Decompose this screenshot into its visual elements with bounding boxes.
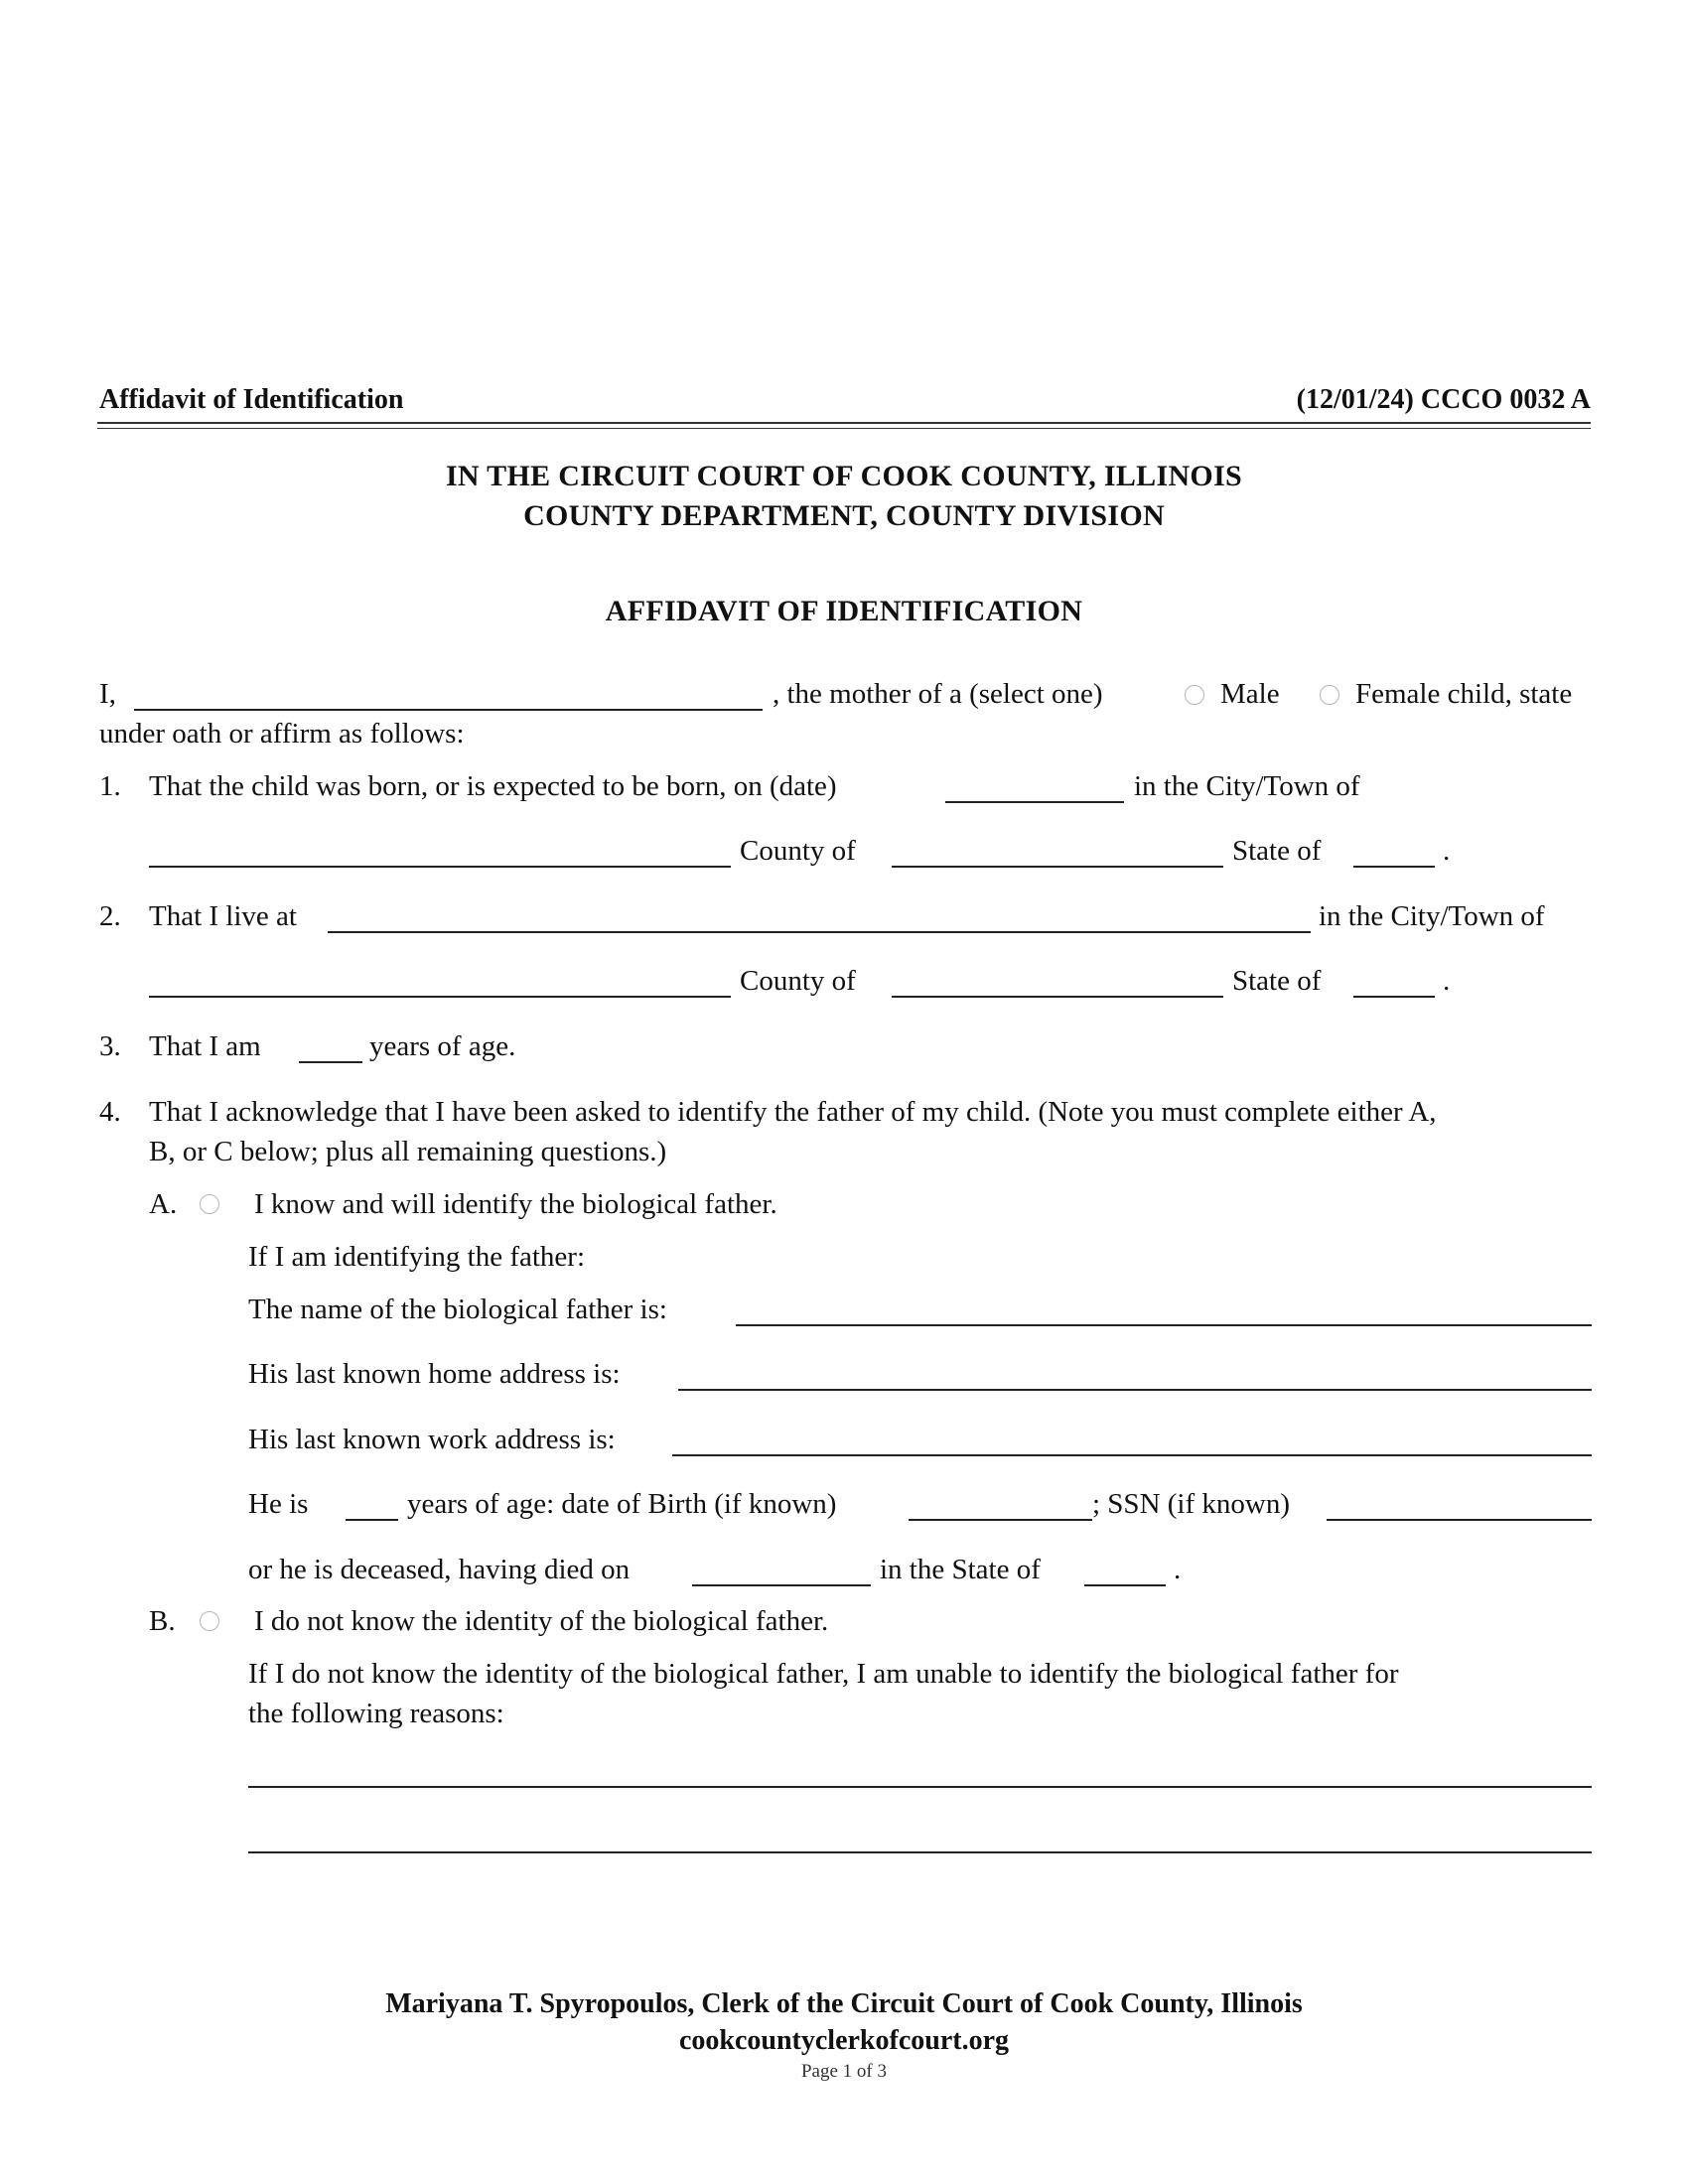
item2-period: . [1443, 965, 1451, 997]
option-a-radio[interactable] [200, 1194, 219, 1214]
item4-line-1: That I acknowledge that I have been asked to identify the father of my child. (Note you must complete either A, [149, 1096, 1437, 1128]
father-name-field[interactable] [736, 1324, 1592, 1326]
mother-address-field[interactable] [328, 931, 1311, 933]
male-radio[interactable] [1185, 685, 1204, 705]
female-label: Female child, state [1355, 678, 1573, 710]
item3-number: 3. [99, 1030, 121, 1062]
if-identifying-text: If I am identifying the father: [248, 1241, 586, 1273]
mother-state-field[interactable] [1353, 996, 1435, 998]
item3-suffix: years of age. [369, 1030, 516, 1062]
reason-field-line-1[interactable] [248, 1786, 1592, 1788]
item1-text: That the child was born, or is expected to be born, on (date) [149, 770, 837, 802]
age-dob-label: years of age: date of Birth (if known) [407, 1488, 837, 1520]
death-state-label: in the State of [880, 1554, 1041, 1585]
item2-state-label: State of [1232, 965, 1322, 997]
option-a-letter: A. [149, 1188, 178, 1220]
intro-line-2: under oath or affirm as follows: [99, 718, 465, 750]
item1-city-label: in the City/Town of [1134, 770, 1360, 802]
mother-city-field[interactable] [149, 996, 731, 998]
court-line-2: COUNTY DEPARTMENT, COUNTY DIVISION [523, 499, 1165, 532]
female-radio[interactable] [1320, 685, 1339, 705]
mother-county-field[interactable] [892, 996, 1223, 998]
reason-text-line-1: If I do not know the identity of the biological father, I am unable to identify the biological father for [248, 1658, 1399, 1690]
option-b-radio[interactable] [200, 1611, 219, 1631]
item2-county-label: County of [740, 965, 856, 997]
header-rule-top [97, 422, 1591, 424]
he-is-label: He is [248, 1488, 309, 1520]
item4-line-2: B, or C below; plus all remaining questions.) [149, 1136, 667, 1167]
item1-period: . [1443, 835, 1451, 867]
male-label: Male [1220, 678, 1280, 710]
intro-middle: , the mother of a (select one) [773, 678, 1103, 710]
item1-number: 1. [99, 770, 121, 802]
home-address-label: His last known home address is: [248, 1358, 621, 1390]
father-ssn-field[interactable] [1327, 1519, 1592, 1521]
birth-city-field[interactable] [149, 866, 731, 868]
death-date-field[interactable] [692, 1584, 871, 1586]
court-line-1: IN THE CIRCUIT COURT OF COOK COUNTY, ILLINOIS [445, 460, 1243, 492]
father-age-field[interactable] [346, 1519, 398, 1521]
option-a-label: I know and will identify the biological father. [254, 1188, 777, 1220]
mother-name-field[interactable] [134, 709, 763, 711]
footer-clerk: Mariyana T. Spyropoulos, Clerk of the Circuit Court of Cook County, Illinois [385, 1988, 1303, 2019]
item2-city-label: in the City/Town of [1319, 900, 1545, 932]
item1-state-label: State of [1232, 835, 1322, 867]
birth-state-field[interactable] [1353, 866, 1435, 868]
birth-date-field[interactable] [945, 801, 1124, 803]
item2-number: 2. [99, 900, 121, 932]
mother-age-field[interactable] [299, 1061, 362, 1063]
form-name: Affidavit of Identification [99, 384, 404, 415]
intro-prefix: I, [99, 678, 116, 710]
header-rule-bottom [97, 428, 1591, 429]
birth-county-field[interactable] [892, 866, 1223, 868]
deceased-label: or he is deceased, having died on [248, 1554, 631, 1585]
form-code: (12/01/24) CCCO 0032 A [1296, 384, 1591, 415]
father-dob-field[interactable] [909, 1519, 1092, 1521]
reason-field-line-2[interactable] [248, 1851, 1592, 1853]
father-work-address-field[interactable] [672, 1454, 1592, 1456]
father-home-address-field[interactable] [678, 1389, 1592, 1391]
work-address-label: His last known work address is: [248, 1424, 616, 1455]
death-state-field[interactable] [1084, 1584, 1166, 1586]
document-title: AFFIDAVIT OF IDENTIFICATION [605, 595, 1083, 627]
father-name-label: The name of the biological father is: [248, 1294, 667, 1325]
reason-text-line-2: the following reasons: [248, 1698, 504, 1729]
item3-text: That I am [149, 1030, 261, 1062]
page-number: Page 1 of 3 [800, 2061, 887, 2082]
ssn-label: ; SSN (if known) [1092, 1488, 1290, 1520]
item2-text: That I live at [149, 900, 297, 932]
option-a-period: . [1174, 1554, 1182, 1585]
option-b-label: I do not know the identity of the biological father. [254, 1605, 829, 1637]
option-b-letter: B. [149, 1605, 176, 1637]
item1-county-label: County of [740, 835, 856, 867]
footer-website: cookcountyclerkofcourt.org [678, 2025, 1010, 2056]
item4-number: 4. [99, 1096, 121, 1128]
